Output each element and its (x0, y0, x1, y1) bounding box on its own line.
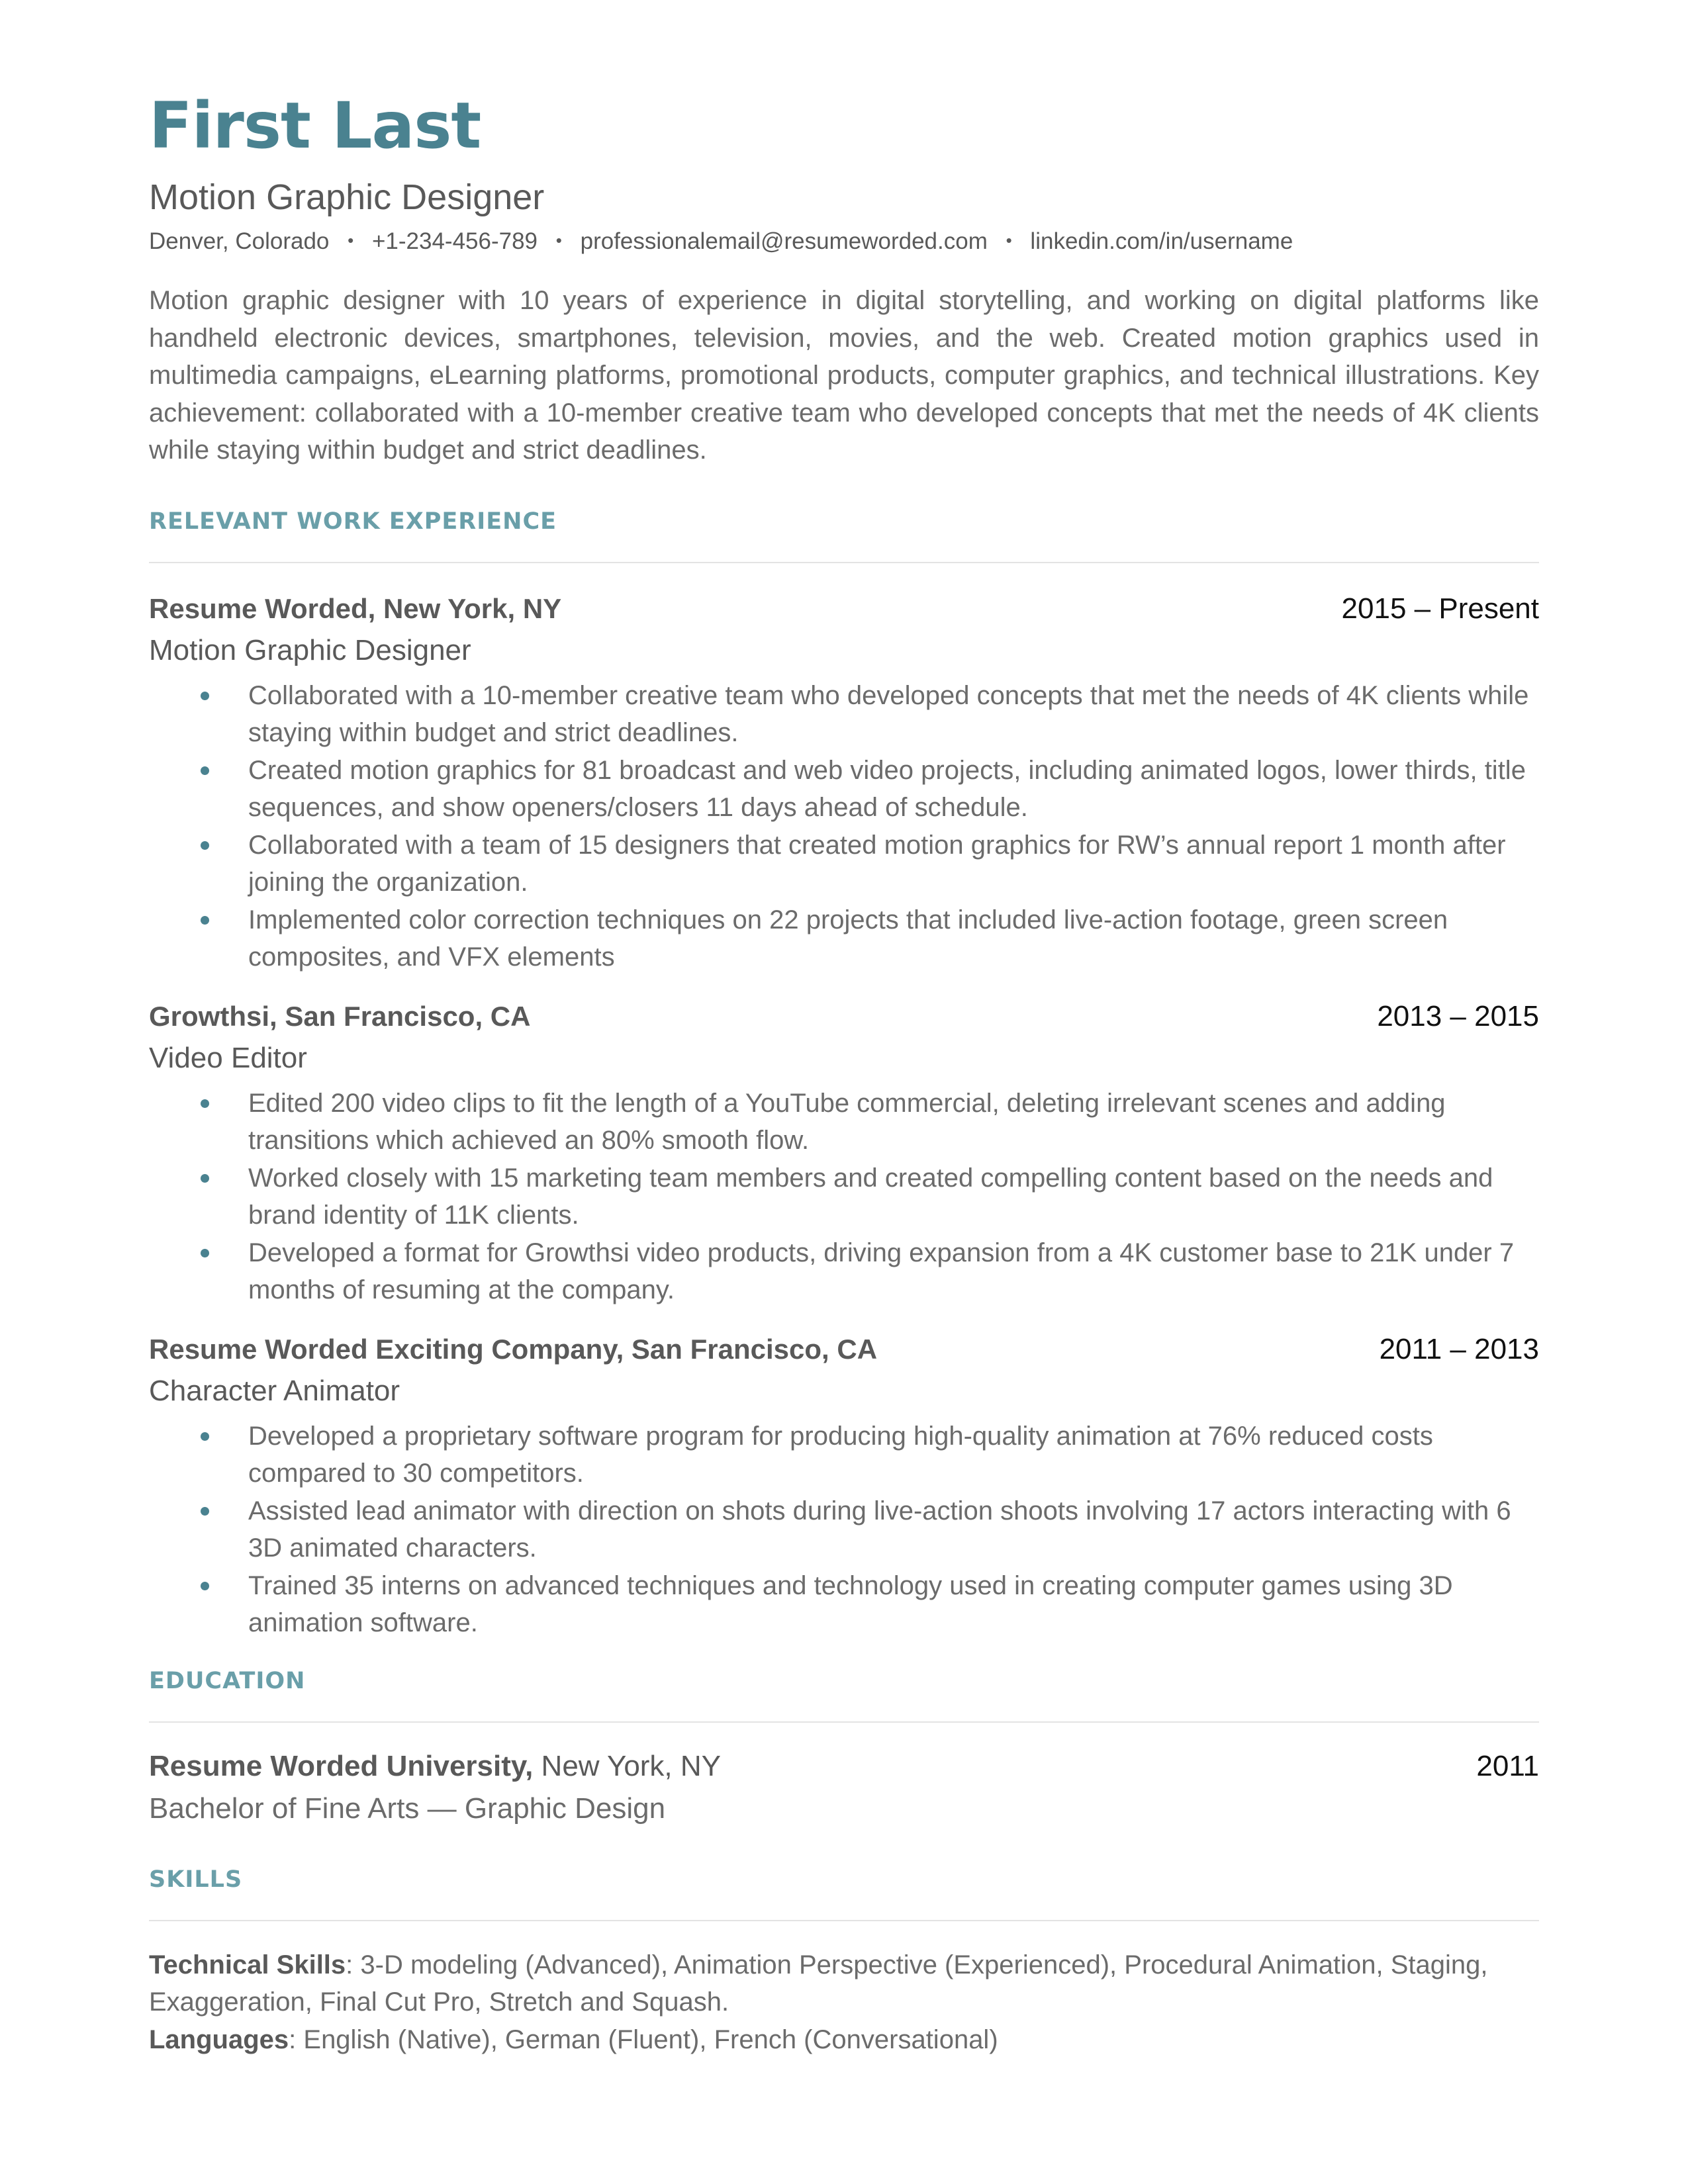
bullet-text: Developed a format for Growthsi video products, driving expansion from a 4K customer base to 21K under 7 months of resuming at the company. (248, 1238, 1515, 1304)
list-item (149, 1160, 1539, 1234)
bullet-dot (201, 1507, 209, 1516)
resume-content (149, 79, 1539, 2058)
bullet-text: Implemented color correction techniques on 22 projects that included live-action footage, green screen composites, and VFX elements (248, 905, 1448, 972)
contact-separator: • (1006, 230, 1012, 250)
list-item (149, 752, 1539, 827)
contact-location: Denver, Colorado (149, 228, 330, 254)
summary-paragraph: Motion graphic designer with 10 years of experience in digital storytelling, and working on digital platforms like handheld electronic devices, smartphones, television, movies, and the web. Created motion graphics used in multimedia campaigns, eLearning platforms, promotional products, computer graphics, and technical illustrations. Key achievement: collaborated with a 10-member creative team who developed concepts that met the needs of 4K clients while staying within budget and strict deadlines. (149, 286, 1539, 465)
list-item (149, 901, 1539, 976)
languages (149, 2021, 1539, 2059)
candidate-title: Motion Graphic Designer (149, 177, 545, 217)
skills-heading: SKILLS (149, 1866, 243, 1893)
job-position: Character Animator (149, 1374, 400, 1407)
section-divider (149, 1721, 1539, 1723)
section-divider (149, 562, 1539, 563)
contact-phone[interactable]: +1-234-456-789 (371, 228, 538, 254)
languages-label: Languages (149, 2025, 289, 2054)
job-dates: 2011 – 2013 (1379, 1332, 1539, 1365)
job-bullets (149, 677, 1539, 976)
job-bullets (149, 1418, 1539, 1642)
technical-skills (149, 1946, 1539, 2021)
education-header (149, 1745, 1539, 1788)
education-year: 2011 (1476, 1749, 1539, 1782)
bullet-dot (201, 1174, 209, 1183)
bullet-text: Collaborated with a 10-member creative team who developed concepts that met the needs of 4K clients while staying within budget and strict deadlines. (248, 680, 1529, 747)
bullet-text: Created motion graphics for 81 broadcast and web video projects, including animated logos, lower thirds, title sequences, and show openers/closers 11 days ahead of schedule. (248, 755, 1526, 822)
job-header (149, 996, 1539, 1037)
contact-linkedin[interactable]: linkedin.com/in/username (1030, 228, 1293, 254)
job-position: Motion Graphic Designer (149, 633, 471, 666)
job-dates: 2013 – 2015 (1377, 999, 1539, 1032)
education-school-line (149, 1745, 721, 1788)
list-item (149, 1234, 1539, 1309)
education-degree: Bachelor of Fine Arts — Graphic Design (149, 1792, 666, 1825)
job-entry (149, 588, 1539, 976)
contact-separator: • (348, 230, 354, 250)
job-company: Growthsi, San Francisco, CA (149, 1000, 531, 1032)
technical-skills-value: : 3-D modeling (Advanced), Animation Perspective (Experienced), Procedural Animation, Staging, Exaggeration, Final Cut Pro, Stretch and Squash. (149, 1950, 1488, 2017)
bullet-text: Collaborated with a team of 15 designers that created motion graphics for RW’s annual report 1 month after joining the organization. (248, 830, 1506, 897)
bullet-dot (201, 1099, 209, 1108)
contact-line (149, 222, 1539, 262)
job-bullets (149, 1085, 1539, 1309)
job-company: Resume Worded Exciting Company, San Francisco, CA (149, 1333, 878, 1365)
list-item (149, 1567, 1539, 1642)
education-location: New York, NY (533, 1749, 722, 1782)
candidate-name: First Last (149, 89, 481, 163)
list-item (149, 827, 1539, 901)
job-entry (149, 996, 1539, 1309)
section-divider (149, 1920, 1539, 1921)
bullet-dot (201, 1582, 209, 1590)
bullet-text: Assisted lead animator with direction on shots during live-action shoots involving 17 actors interacting with 6 3D animated characters. (248, 1496, 1511, 1563)
bullet-dot (201, 692, 209, 700)
contact-email[interactable]: professionalemail@resumeworded.com (580, 228, 988, 254)
bullet-text: Trained 35 interns on advanced techniques and technology used in creating computer games using 3D animation software. (248, 1570, 1453, 1637)
technical-skills-label: Technical Skills (149, 1950, 346, 1979)
list-item (149, 677, 1539, 752)
job-entry (149, 1329, 1539, 1642)
list-item (149, 1492, 1539, 1567)
bullet-text: Developed a proprietary software program for producing high-quality animation at 76% reduced costs compared to 30 competitors. (248, 1421, 1433, 1488)
job-header (149, 588, 1539, 629)
bullet-dot (201, 841, 209, 850)
job-position: Video Editor (149, 1041, 307, 1074)
bullet-text: Edited 200 video clips to fit the length of a YouTube commercial, deleting irrelevant scenes and adding transitions which achieved an 80% smooth flow. (248, 1088, 1446, 1155)
education-entry (149, 1745, 1539, 1830)
bullet-dot (201, 916, 209, 925)
languages-value: : English (Native), German (Fluent), French (Conversational) (289, 2025, 998, 2054)
bullet-dot (201, 1249, 209, 1257)
education-school: Resume Worded University, (149, 1749, 534, 1782)
job-dates: 2015 – Present (1341, 592, 1539, 625)
list-item (149, 1418, 1539, 1492)
bullet-dot (201, 1432, 209, 1441)
list-item (149, 1085, 1539, 1160)
education-heading: EDUCATION (149, 1667, 306, 1694)
bullet-text: Worked closely with 15 marketing team members and created compelling content based on the needs and brand identity of 11K clients. (248, 1163, 1493, 1230)
job-company: Resume Worded, New York, NY (149, 592, 562, 624)
contact-separator: • (555, 230, 562, 250)
experience-heading: RELEVANT WORK EXPERIENCE (149, 508, 557, 535)
bullet-dot (201, 766, 209, 775)
job-header (149, 1329, 1539, 1370)
